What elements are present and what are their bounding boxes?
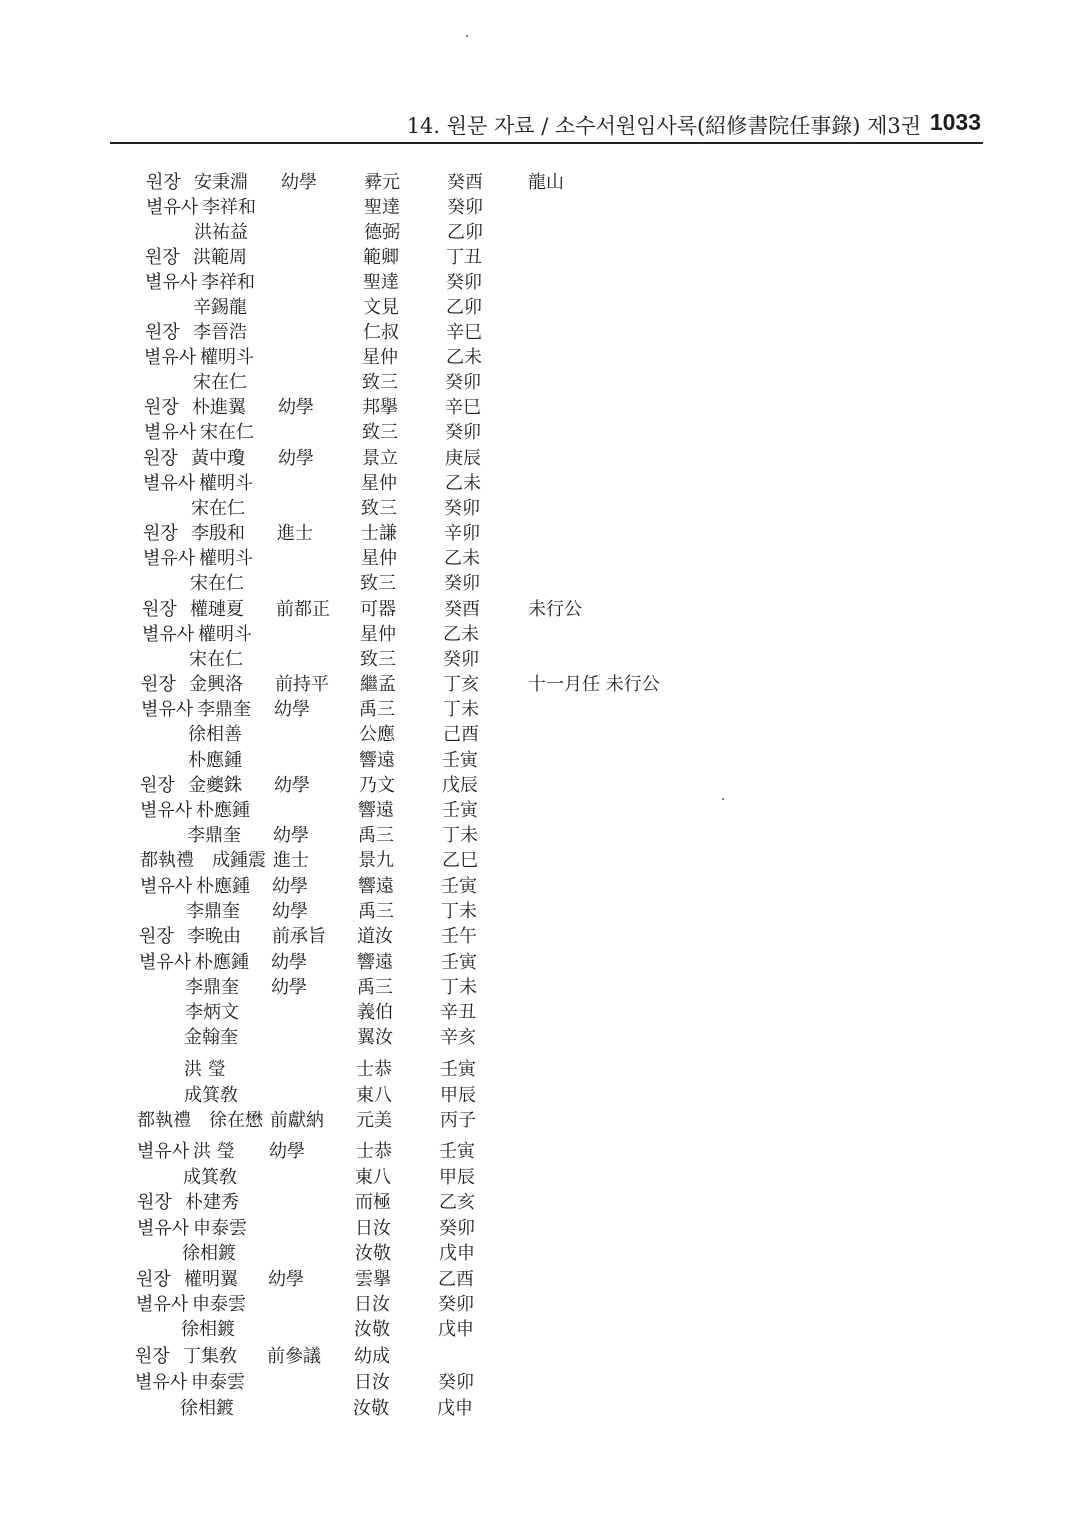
record-role: 원장 — [140, 775, 175, 796]
record-name: 成箕敎 — [184, 1085, 238, 1106]
record-courtesy-name: 繼孟 — [360, 674, 396, 695]
record-birth-year: 戊申 — [439, 1243, 475, 1264]
record-birth-year: 丁丑 — [446, 247, 482, 268]
record-name: 申泰雲 — [191, 1372, 245, 1393]
record-role: 都執禮 — [140, 850, 194, 871]
record-row — [0, 1108, 760, 1134]
record-name: 朴應鍾 — [196, 800, 250, 821]
record-courtesy-name: 禹三 — [357, 977, 393, 998]
record-role: 원장 — [139, 926, 174, 947]
record-row — [0, 697, 760, 723]
record-row — [0, 1317, 760, 1343]
record-courtesy-name: 星仲 — [362, 347, 398, 368]
record-courtesy-name: 東八 — [355, 1167, 391, 1188]
record-row — [0, 1165, 760, 1191]
record-name: 徐相善 — [188, 724, 242, 745]
record-courtesy-name: 士恭 — [356, 1059, 392, 1080]
record-birth-year: 乙未 — [445, 473, 481, 494]
record-name: 李祥和 — [201, 272, 255, 293]
record-birth-year: 乙未 — [443, 624, 479, 645]
record-row — [0, 420, 760, 446]
record-role: 원장 — [143, 448, 178, 469]
record-row — [0, 446, 760, 472]
record-name: 李炳文 — [185, 1002, 239, 1023]
record-name: 李鼎奎 — [185, 977, 239, 998]
record-name: 洪 瑩 — [184, 1059, 226, 1080]
record-role: 원장 — [143, 523, 178, 544]
record-birth-year: 壬寅 — [441, 876, 477, 897]
record-row — [0, 220, 760, 246]
record-birth-year: 乙未 — [446, 347, 482, 368]
record-row — [0, 1139, 760, 1165]
record-row — [0, 1396, 760, 1422]
record-row — [0, 270, 760, 296]
record-name: 李鼎奎 — [197, 699, 251, 720]
record-courtesy-name: 邦擧 — [362, 397, 398, 418]
record-courtesy-name: 響遠 — [358, 876, 394, 897]
record-role: 별유사 — [144, 422, 197, 443]
record-row — [0, 823, 760, 849]
record-birth-year: 辛丑 — [440, 1002, 476, 1023]
record-courtesy-name: 東八 — [356, 1085, 392, 1106]
record-courtesy-name: 德弼 — [364, 222, 400, 243]
record-birth-year: 丁未 — [441, 977, 477, 998]
record-birth-year: 丙子 — [440, 1110, 476, 1131]
record-courtesy-name: 景立 — [362, 448, 398, 469]
record-name: 李晉浩 — [193, 322, 247, 343]
record-name: 辛錫龍 — [193, 297, 247, 318]
record-courtesy-name: 星仲 — [361, 548, 397, 569]
record-courtesy-name: 翼汝 — [357, 1027, 393, 1048]
record-note: 龍山 — [528, 172, 564, 193]
record-name: 申泰雲 — [192, 1294, 246, 1315]
record-role: 별유사 — [140, 800, 193, 821]
record-name: 洪 瑩 — [193, 1141, 235, 1162]
record-birth-year: 癸卯 — [447, 197, 483, 218]
record-row — [0, 521, 760, 547]
record-birth-year: 乙酉 — [438, 1269, 474, 1290]
record-role: 원장 — [141, 674, 176, 695]
record-name: 申泰雲 — [193, 1218, 247, 1239]
record-birth-year: 己酉 — [443, 724, 479, 745]
record-birth-year: 壬寅 — [442, 800, 478, 821]
record-name: 安秉淵 — [194, 172, 248, 193]
scan-speck — [466, 35, 468, 37]
record-role: 별유사 — [137, 1141, 190, 1162]
record-courtesy-name: 致三 — [362, 372, 398, 393]
record-row — [0, 924, 760, 950]
record-courtesy-name: 雲擧 — [355, 1269, 391, 1290]
record-row — [0, 1057, 760, 1083]
record-birth-year: 壬午 — [441, 926, 477, 947]
record-birth-year: 壬寅 — [442, 750, 478, 771]
record-name: 徐相鍍 — [180, 1398, 234, 1419]
scan-speck — [722, 798, 724, 800]
record-birth-year: 丁亥 — [443, 674, 479, 695]
record-birth-year: 甲辰 — [439, 1167, 475, 1188]
record-courtesy-name: 聖達 — [364, 197, 400, 218]
record-courtesy-name: 日汝 — [354, 1294, 390, 1315]
record-name: 權璉夏 — [190, 599, 244, 620]
record-role: 별유사 — [143, 548, 196, 569]
record-birth-year: 辛卯 — [444, 523, 480, 544]
record-name: 徐相鍍 — [181, 1319, 235, 1340]
record-birth-year: 癸酉 — [447, 172, 483, 193]
record-birth-year: 丁未 — [442, 825, 478, 846]
record-role: 원장 — [145, 247, 180, 268]
record-role: 별유사 — [142, 624, 195, 645]
record-courtesy-name: 日汝 — [355, 1218, 391, 1239]
record-birth-year: 癸卯 — [443, 649, 479, 670]
header-title: 14. 원문 자료 / 소수서원임사록(紹修書院任事錄) 제3권 — [406, 114, 921, 138]
record-courtesy-name: 可器 — [360, 599, 396, 620]
record-name: 金興洛 — [189, 674, 243, 695]
record-role: 별유사 — [140, 876, 193, 897]
record-row — [0, 496, 760, 522]
record-courtesy-name: 仁叔 — [363, 322, 399, 343]
record-status: 幼學 — [268, 1269, 304, 1290]
record-birth-year: 壬寅 — [440, 1059, 476, 1080]
record-name: 朴應鍾 — [195, 952, 249, 973]
record-name: 權明斗 — [198, 624, 252, 645]
record-role: 원장 — [146, 172, 181, 193]
record-status: 幼學 — [278, 448, 314, 469]
record-row — [0, 1370, 760, 1396]
record-row — [0, 245, 760, 271]
record-birth-year: 乙亥 — [439, 1192, 475, 1213]
record-name: 宋在仁 — [190, 573, 244, 594]
record-row — [0, 874, 760, 900]
record-courtesy-name: 日汝 — [354, 1372, 390, 1393]
record-courtesy-name: 汝敬 — [353, 1398, 389, 1419]
record-status: 幼學 — [281, 172, 317, 193]
record-row — [0, 1267, 760, 1293]
record-row — [0, 1344, 760, 1370]
record-row — [0, 1025, 760, 1051]
record-courtesy-name: 汝敬 — [354, 1319, 390, 1340]
record-birth-year: 癸卯 — [446, 272, 482, 293]
record-name: 李晩由 — [187, 926, 241, 947]
record-name: 李鼎奎 — [186, 901, 240, 922]
record-courtesy-name: 禹三 — [359, 699, 395, 720]
record-birth-year: 癸卯 — [445, 422, 481, 443]
record-birth-year: 乙卯 — [446, 297, 482, 318]
record-row — [0, 1190, 760, 1216]
record-name: 朴應鍾 — [188, 750, 242, 771]
record-birth-year: 庚辰 — [445, 448, 481, 469]
record-row — [0, 647, 760, 673]
record-birth-year: 丁未 — [443, 699, 479, 720]
record-courtesy-name: 響遠 — [359, 750, 395, 771]
record-status: 幼學 — [278, 397, 314, 418]
record-name: 金夔銖 — [188, 775, 242, 796]
record-role: 별유사 — [135, 1372, 188, 1393]
record-role: 원장 — [144, 397, 179, 418]
record-row — [0, 672, 760, 698]
record-name: 朴應鍾 — [196, 876, 250, 897]
record-row — [0, 622, 760, 648]
record-name: 李祥和 — [202, 197, 256, 218]
record-courtesy-name: 公應 — [359, 724, 395, 745]
record-role: 별유사 — [137, 1218, 190, 1239]
record-row — [0, 975, 760, 1001]
record-birth-year: 壬寅 — [441, 952, 477, 973]
record-birth-year: 癸卯 — [438, 1294, 474, 1315]
record-courtesy-name: 範卿 — [363, 247, 399, 268]
record-row — [0, 370, 760, 396]
record-row — [0, 1292, 760, 1318]
record-role: 별유사 — [144, 347, 197, 368]
record-name: 宋在仁 — [200, 422, 254, 443]
record-status: 幼學 — [272, 876, 308, 897]
record-name: 成箕敎 — [183, 1167, 237, 1188]
record-name: 丁集敎 — [183, 1346, 237, 1367]
record-name: 洪範周 — [193, 247, 247, 268]
record-role: 별유사 — [143, 473, 196, 494]
record-row — [0, 1000, 760, 1026]
record-role: 별유사 — [136, 1294, 189, 1315]
record-name: 徐相鍍 — [182, 1243, 236, 1264]
record-name: 洪祐益 — [194, 222, 248, 243]
record-birth-year: 乙未 — [444, 548, 480, 569]
record-row — [0, 722, 760, 748]
record-name: 權明斗 — [199, 473, 253, 494]
record-row — [0, 471, 760, 497]
record-courtesy-name: 文見 — [363, 297, 399, 318]
record-courtesy-name: 禹三 — [358, 901, 394, 922]
record-role: 원장 — [145, 322, 180, 343]
record-courtesy-name: 星仲 — [360, 624, 396, 645]
record-role: 별유사 — [139, 952, 192, 973]
record-name: 徐在懋 — [209, 1110, 263, 1131]
record-name: 權明斗 — [199, 548, 253, 569]
record-role: 원장 — [137, 1192, 172, 1213]
record-courtesy-name: 彛元 — [364, 172, 400, 193]
record-birth-year: 癸卯 — [438, 1372, 474, 1393]
record-courtesy-name: 汝敬 — [355, 1243, 391, 1264]
record-birth-year: 戊申 — [437, 1398, 473, 1419]
record-birth-year: 戊辰 — [442, 775, 478, 796]
record-name: 朴建秀 — [185, 1192, 239, 1213]
record-courtesy-name: 星仲 — [361, 473, 397, 494]
record-role: 원장 — [142, 599, 177, 620]
record-status: 進士 — [273, 850, 309, 871]
record-status: 幼學 — [274, 775, 310, 796]
record-courtesy-name: 義伯 — [357, 1002, 393, 1023]
record-courtesy-name: 幼成 — [354, 1346, 390, 1367]
record-status: 幼學 — [274, 699, 310, 720]
record-row — [0, 773, 760, 799]
record-row — [0, 546, 760, 572]
record-row — [0, 748, 760, 774]
record-birth-year: 甲辰 — [440, 1085, 476, 1106]
record-name: 權明翼 — [184, 1269, 238, 1290]
record-row — [0, 345, 760, 371]
record-birth-year: 癸卯 — [444, 498, 480, 519]
record-status: 前持平 — [275, 674, 329, 695]
record-courtesy-name: 景九 — [358, 850, 394, 871]
record-status: 幼學 — [271, 952, 307, 973]
record-birth-year: 癸酉 — [444, 599, 480, 620]
record-courtesy-name: 聖達 — [363, 272, 399, 293]
record-courtesy-name: 禹三 — [358, 825, 394, 846]
record-status: 幼學 — [272, 901, 308, 922]
record-note: 未行公 — [528, 599, 582, 620]
record-name: 宋在仁 — [193, 372, 247, 393]
record-row — [0, 1216, 760, 1242]
record-birth-year: 戊申 — [438, 1319, 474, 1340]
record-courtesy-name: 致三 — [360, 573, 396, 594]
record-row — [0, 320, 760, 346]
record-birth-year: 辛巳 — [445, 397, 481, 418]
record-birth-year: 壬寅 — [439, 1141, 475, 1162]
record-courtesy-name: 致三 — [361, 498, 397, 519]
record-birth-year: 癸卯 — [445, 372, 481, 393]
record-courtesy-name: 道汝 — [357, 926, 393, 947]
record-birth-year: 癸卯 — [444, 573, 480, 594]
record-courtesy-name: 致三 — [362, 422, 398, 443]
record-courtesy-name: 致三 — [360, 649, 396, 670]
record-status: 前都正 — [276, 599, 330, 620]
record-row — [0, 170, 760, 196]
record-name: 金翰奎 — [184, 1027, 238, 1048]
record-courtesy-name: 乃文 — [359, 775, 395, 796]
record-row — [0, 798, 760, 824]
record-courtesy-name: 元美 — [356, 1110, 392, 1131]
record-role: 원장 — [136, 1269, 171, 1290]
record-status: 幼學 — [273, 825, 309, 846]
record-note: 十一月任 未行公 — [528, 674, 660, 695]
record-courtesy-name: 響遠 — [357, 952, 393, 973]
record-birth-year: 辛亥 — [440, 1027, 476, 1048]
record-status: 前獻納 — [270, 1110, 324, 1131]
record-name: 李鼎奎 — [187, 825, 241, 846]
record-row — [0, 571, 760, 597]
record-row — [0, 597, 760, 623]
record-name: 李殷和 — [191, 523, 245, 544]
record-name: 朴進翼 — [192, 397, 246, 418]
record-row — [0, 950, 760, 976]
record-courtesy-name: 響遠 — [358, 800, 394, 821]
record-row — [0, 395, 760, 421]
record-name: 宋在仁 — [189, 649, 243, 670]
record-birth-year: 癸卯 — [439, 1218, 475, 1239]
record-courtesy-name: 而極 — [355, 1192, 391, 1213]
record-role: 별유사 — [146, 197, 199, 218]
record-courtesy-name: 士恭 — [356, 1141, 392, 1162]
record-role: 원장 — [135, 1346, 170, 1367]
record-name: 成鍾震 — [212, 850, 266, 871]
record-role: 별유사 — [145, 272, 198, 293]
record-status: 幼學 — [269, 1141, 305, 1162]
record-row — [0, 899, 760, 925]
record-status: 進士 — [277, 523, 313, 544]
record-name: 黃中瓊 — [191, 448, 245, 469]
record-birth-year: 乙卯 — [447, 222, 483, 243]
record-row — [0, 195, 760, 221]
record-status: 前參議 — [267, 1346, 321, 1367]
record-status: 幼學 — [271, 977, 307, 998]
record-name: 宋在仁 — [191, 498, 245, 519]
record-row — [0, 295, 760, 321]
page-number: 1033 — [929, 109, 981, 135]
record-row — [0, 848, 760, 874]
record-row — [0, 1083, 760, 1109]
record-status: 前承旨 — [272, 926, 326, 947]
record-role: 별유사 — [141, 699, 194, 720]
record-row — [0, 1241, 760, 1267]
record-birth-year: 丁未 — [441, 901, 477, 922]
record-birth-year: 乙巳 — [442, 850, 478, 871]
record-birth-year: 辛巳 — [446, 322, 482, 343]
record-name: 權明斗 — [200, 347, 254, 368]
record-role: 都執禮 — [137, 1110, 191, 1131]
record-courtesy-name: 士謙 — [361, 523, 397, 544]
